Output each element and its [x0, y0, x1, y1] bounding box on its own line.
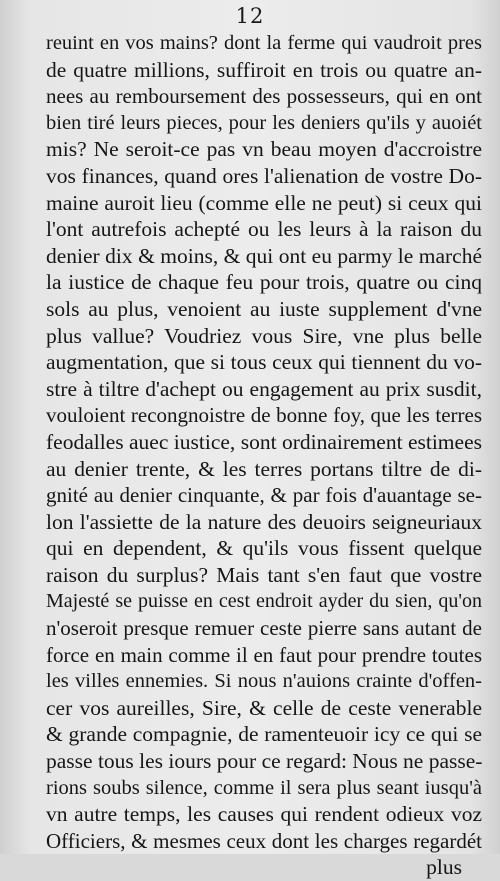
text-line: bien tiré leurs pieces, pour les deniers qu'ils y auoiét [46, 111, 482, 134]
text-line: vn autre temps, les causes qui rendent odieux voz [46, 802, 482, 827]
page-number: 12 [235, 4, 265, 28]
catchword: plus [426, 855, 462, 880]
text-line: l'ont autrefois achepté ou les leurs à la raison du [46, 217, 482, 242]
text-line: au denier trente, & les terres portans tiltre de di- [46, 456, 482, 481]
text-line: lon l'assiette de la nature des deuoirs seigneuriaux [46, 509, 482, 534]
text-line: mis? Ne seroit-ce pas vn beau moyen d'accroistre [46, 137, 482, 162]
text-line: reuint en vos mains? dont la ferme qui vaudroit pres [46, 32, 482, 54]
text-line: plus vallue? Voudriez vous Sire, vne plus belle [46, 323, 482, 348]
text-line: maine auroit lieu (comme elle ne peut) si ceux qui [46, 190, 482, 215]
text-line: nees au remboursement des possesseurs, qui en ont [46, 84, 482, 109]
text-line: de quatre millions, suffiroit en trois ou quatre an- [46, 57, 482, 82]
text-line: sols au plus, venoient au iuste supplement d'vne [46, 296, 482, 321]
text-line: feodalles auec iustice, sont ordinairement estimees [46, 429, 482, 454]
text-line: Majesté se puisse en cest endroit ayder du sien, qu'on [46, 590, 482, 613]
text-line: raison du surplus? Mais tant s'en faut que vostre [46, 562, 482, 587]
text-line: la iustice de chaque feu pour trois, quatre ou cinq [46, 270, 482, 295]
text-line: augmentation, que si tous ceux qui tiennent du vo- [46, 350, 482, 375]
text-line: force en main comme il en faut pour prendre toutes [46, 642, 482, 667]
text-line: cer vos aureilles, Sire, & celle de ceste venerable [46, 695, 482, 720]
text-line: n'oseroit presque remuer ceste pierre sans autant de [46, 616, 482, 641]
text-line: gnité au denier cinquante, & par fois d'auantage se- [46, 483, 482, 508]
body-text [46, 30, 482, 881]
text-line: rions soubs silence, comme il sera plus seant iusqu'à [46, 776, 482, 799]
text-line: les villes ennemies. Si nous n'auions crainte d'offen- [46, 670, 482, 693]
text-line: passe tous les iours pour ce regard: Nous ne passe- [46, 749, 483, 774]
text-line: stre à tiltre d'achept ou engagement au prix susdit, [46, 376, 482, 401]
text-line: qui en dependent, & qu'ils vous fissent quelque [46, 536, 482, 561]
text-line: & grande compagnie, de ramenteuoir icy ce qui se [46, 722, 482, 747]
text-line: vouloient recongnoistre de bonne foy, que les terres [46, 403, 482, 428]
text-line: Officiers, & mesmes ceux dont les charges regardét [46, 828, 482, 853]
text-line: vos finances, quand ores l'alienation de vostre Do- [46, 163, 482, 188]
text-line: denier dix & moins, & qui ont eu parmy le marché [46, 243, 482, 268]
